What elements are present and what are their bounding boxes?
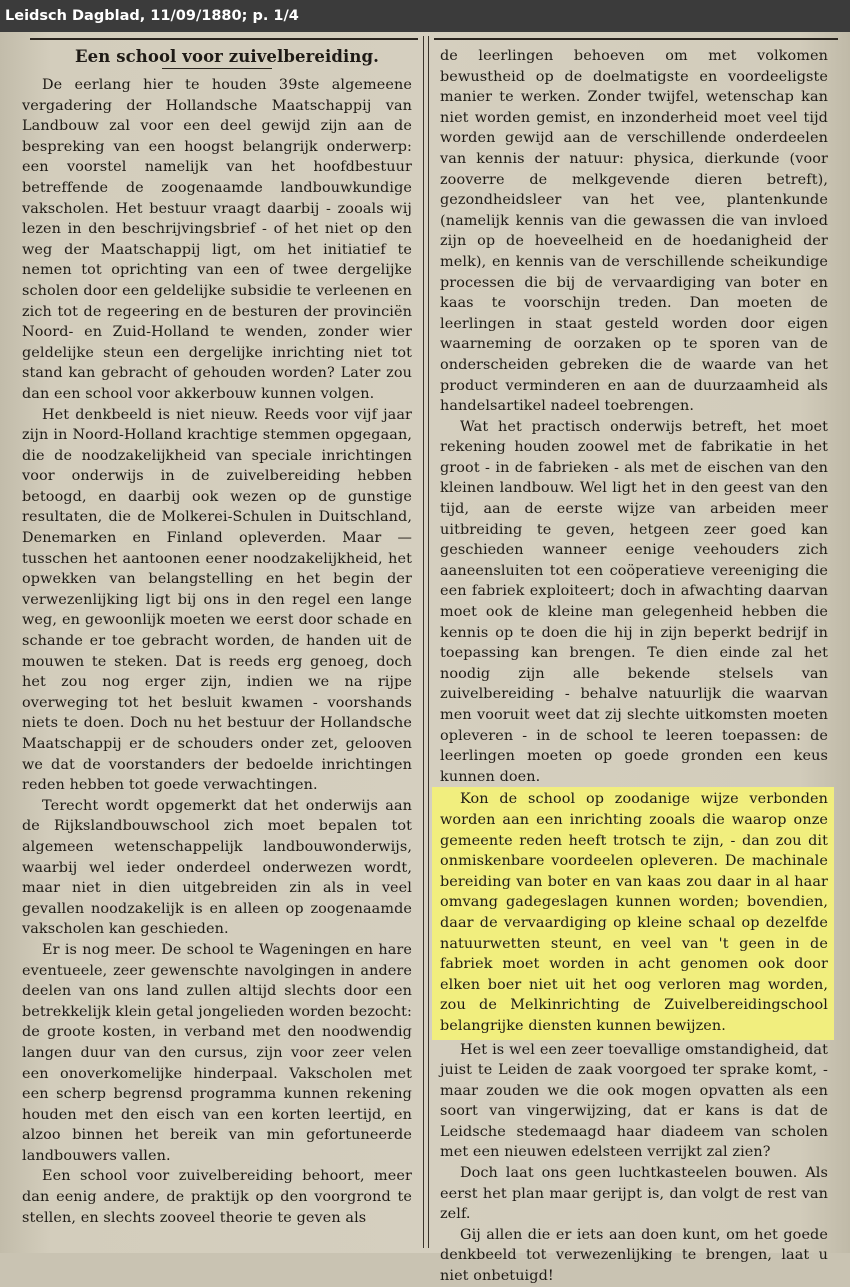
column-divider xyxy=(423,36,424,1248)
article-paragraph: Het denkbeeld is niet nieuw. Reeds voor vijf jaar zijn in Noord-Holland krachtige stemmen opgegaan, die de noodzakelijkheid van speciale inrichtingen voor onderwijs in de zuivelbereiding hebben betoogd, en daarbij ook wezen op de gunstige resultaten, die de Molkerei-Schulen in Duitschland, Denemarken en Finland opleverden. Maar — tusschen het aantoonen eener noodzakelijkheid, het opwekken van belangstelling en het begin der verwezenlijking ligt bij ons in den regel een lange weg, en gewoonlijk moeten we eerst door schade en schande er toe gebracht worden, de handen uit de mouwen te steken. Dat is reeds erg genoeg, doch het zou nog erger zijn, indien we na rijpe overweging tot het besluit kwamen - voorshands niets te doen. Doch nu het bestuur der Hollandsche Maatschappij er de schouders onder zet, gelooven we dat de voorstanders der bedoelde inrichtingen reden hebben tot goede verwachtingen. xyxy=(22,406,412,794)
left-column xyxy=(22,46,412,1228)
page-title: Leidsch Dagblad, 11/09/1880; p. 1/4 xyxy=(5,8,299,24)
article-paragraph: Doch laat ons geen luchtkasteelen bouwen. Als eerst het plan maar gerijpt is, dan volgt de rest van zelf. xyxy=(440,1165,828,1223)
highlighted-paragraph: Kon de school op zoodanige wijze verbonden worden aan een inrichting zooals die waarop onze gemeente reden heeft trotsch te zijn, - dan zou dit onmiskenbare voordeelen opleveren. De machinale bereiding van boter en van kaas zou daar in al haar omvang gadegeslagen kunnen worden; bovendien, daar de vervaardiging op kleine schaal op dezelfde natuurwetten steunt, en veel van 't geen in de fabriek moet worden in acht genomen ook door elken boer niet uit het oog verloren mag worden, zou de Melkinrichting de Zuivelbereidingschool belangrijke diensten kunnen bewijzen. xyxy=(440,791,828,1034)
top-rule-right xyxy=(434,38,838,40)
article-paragraph: Terecht wordt opgemerkt dat het onderwijs aan de Rijkslandbouwschool zich moet bepalen tot algemeen wetenschappelijk landbouwonderwijs, waarbij wel ieder onderdeel onderwezen wordt, maar niet in dien uitgebreiden zin als in veel gevallen noodzakelijk is en alleen op zoogenaamde vakscholen kan geschieden. xyxy=(22,797,412,938)
page-header xyxy=(0,0,850,32)
highlighted-passage xyxy=(432,787,834,1039)
article-paragraph: de leerlingen behoeven om met volkomen bewustheid op de doelmatigste en voordeeligste manier te werken. Zonder twijfel, wetenschap kan niet worden gemist, en inzonderheid moet veel tijd worden gewijd aan de verschillende onderdeelen van kennis der natuur: physica, dierkunde (voor zooverre de melkgevende dieren betreft), gezondheidsleer van het vee, plantenkunde (namelijk kennis van die gewassen die van invloed zijn op de hoeveelheid en de hoedanigheid der melk), en kennis van de verschillende scheikundige processen die bij de vervaardiging van boter en kaas te voorschijn treden. Dan moeten de leerlingen in staat gesteld worden door eigen waarneming de oorzaken op te sporen van de onderscheiden gebreken die de waarde van het product verminderen en aan de duurzaamheid als handelsartikel nadeel toebrengen. xyxy=(440,48,828,415)
article-paragraph: De eerlang hier te houden 39ste algemeene vergadering der Hollandsche Maatschappij van Landbouw zal voor een deel gewijd zijn aan de bespreking van een hoogst belangrijk onderwerp: een voorstel namelijk van het hoofdbestuur betreffende de zoogenaamde landbouwkundige vakscholen. Het bestuur vraagt daarbij - zooals wij lezen in den beschrijvingsbrief - of het niet op den weg der Maatschappij ligt, om het initiatief te nemen tot oprichting van een of twee dergelijke scholen door een geldelijke subsidie te verleenen en zich tot de regeering en de besturen der provinciën Noord- en Zuid-Holland te wenden, zonder wier geldelijke steun een dergelijke inrichting niet tot stand kan gebracht of gehouden worden? Later zou dan een school voor akkerbouw kunnen volgen. xyxy=(22,77,412,402)
top-rule-left xyxy=(30,38,418,40)
column-divider-inner xyxy=(428,36,429,1248)
headline-rule xyxy=(162,68,272,69)
article-paragraph: Wat het practisch onderwijs betreft, het moet rekening houden zoowel met de fabrikatie in het groot - in de fabrieken - als met de eischen van den kleinen landbouw. Wel ligt het in den geest van den tijd, aan de eerste wijze van arbeiden meer uitbreiding te geven, hetgeen zeer goed kan geschieden wanneer eenige veehouders zich aaneensluiten tot een coöperatieve vereeniging die een fabriek exploiteert; doch in afwachting daarvan moet ook de kleine man gelegenheid hebben die kennis op te doen die hij in zijn beperkt bedrijf in toepassing kan brengen. Te dien einde zal het noodig zijn alle bekende stelsels van zuivelbereiding - behalve natuurlijk die waarvan men vooruit weet dat zij slechte uitkomsten moeten opleveren - in de school te leeren toepassen: de leerlingen moeten op goede gronden een keus kunnen doen. xyxy=(440,418,828,785)
newspaper-page xyxy=(0,32,850,1285)
article-paragraph: Gij allen die er iets aan doen kunt, om het goede denkbeeld tot verwezenlijking te brengen, laat u niet onbetuigd! xyxy=(440,1226,828,1285)
right-column xyxy=(440,46,828,1287)
article-headline: Een school voor zuivelbereiding. xyxy=(75,47,379,66)
article-paragraph: Een school voor zuivelbereiding behoort, meer dan eenig andere, de praktijk op den voorgrond te stellen, en slechts zooveel theorie te geven als xyxy=(22,1168,412,1226)
article-paragraph: Er is nog meer. De school te Wageningen en hare eventueele, zeer gewenschte navolgingen in andere deelen van ons land zullen altijd slechts door een betrekkelijk klein getal jongelieden worden bezocht: de groote kosten, in verband met den noodwendig langen duur van den cursus, zijn voor zeer velen een onoverkomelijke hinderpaal. Vakscholen met een scherp begrensd programma kunnen rekening houden met den eisch van een korten leertijd, en alzoo binnen het bereik van min gefortuneerde landbouwers vallen. xyxy=(22,941,412,1164)
article-paragraph: Het is wel een zeer toevallige omstandigheid, dat juist te Leiden de zaak voorgoed ter sprake komt, - maar zouden we die ook mogen opvatten als een soort van vingerwijzing, dat er kans is dat de Leidsche stedemaagd haar diadeem van scholen met een nieuwen edelsteen verrijkt zal zien? xyxy=(440,1041,828,1161)
